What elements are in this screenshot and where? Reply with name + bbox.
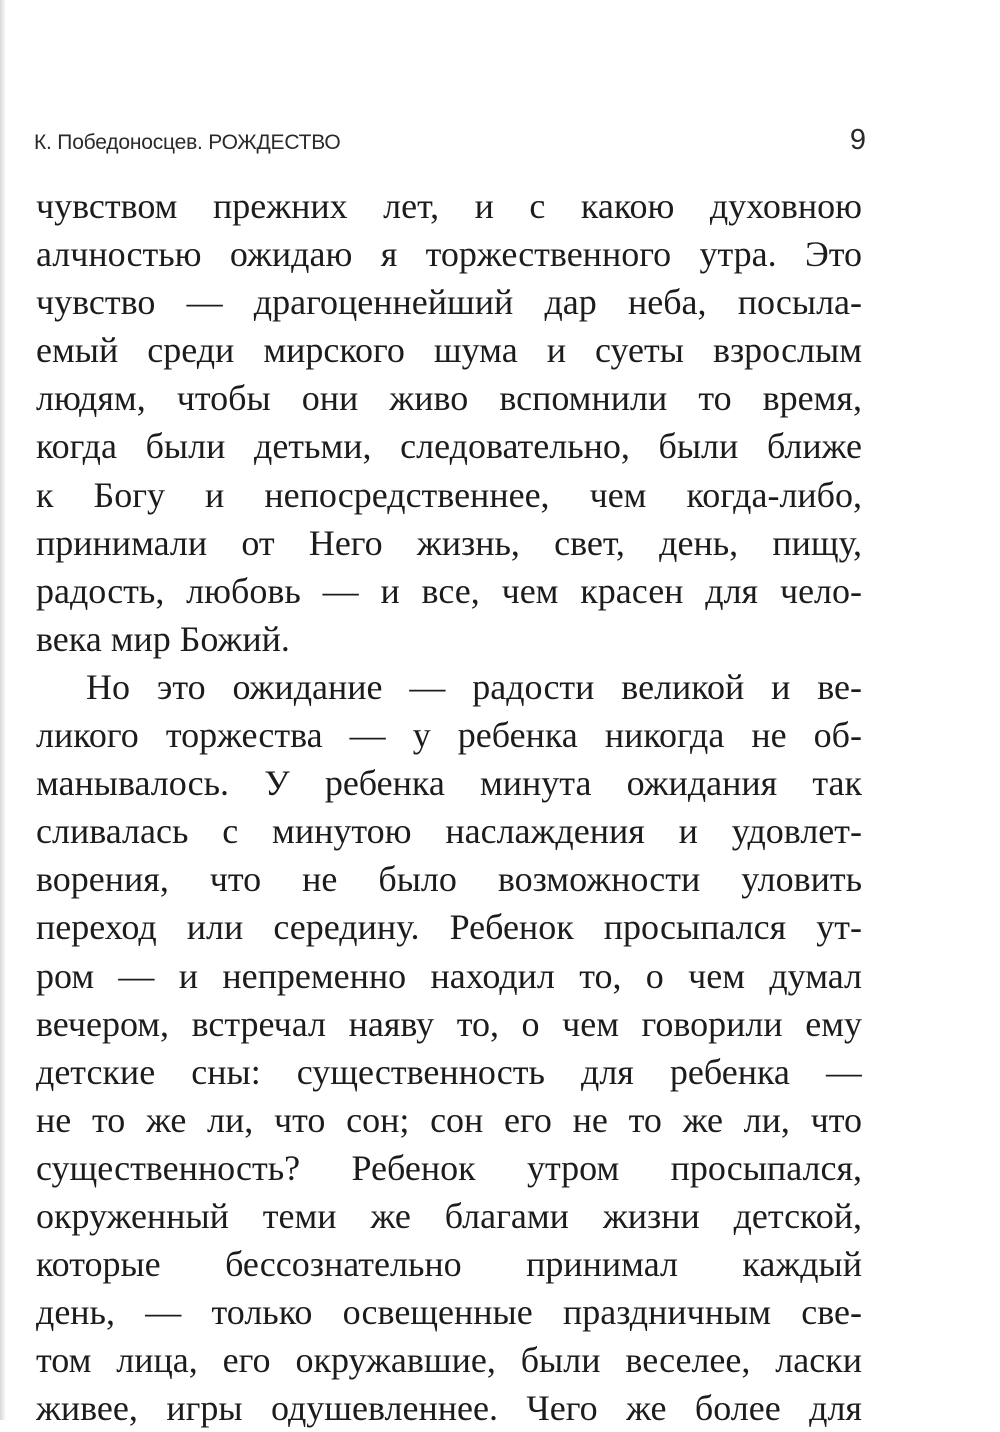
text-line: когда были детьми, следовательно, были ближе xyxy=(36,426,862,467)
text-line: чувство — драгоценнейший дар неба, посыла- xyxy=(36,282,862,323)
text-line: том лица, его окружавшие, были веселее, ласки xyxy=(36,1340,862,1381)
text-line: детские сны: существенность для ребенка — xyxy=(36,1051,862,1092)
paragraph-first-line: Но это ожидание — радости великой и ве- xyxy=(86,666,862,707)
text-line: манывалось. У ребенка минута ожидания так xyxy=(36,763,862,804)
text-line: к Богу и непосредственнее, чем когда-либо, xyxy=(36,474,862,515)
text-line: сливалась с минутою наслаждения и удовлет- xyxy=(36,811,862,852)
text-line: алчностью ожидаю я торжественного утра. Это xyxy=(36,234,862,275)
text-line: радость, любовь — и все, чем красен для чело- xyxy=(36,570,862,611)
text-line: не то же ли, что сон; сон его не то же ли, что xyxy=(36,1099,862,1140)
text-line: день, — только освещенные праздничным све- xyxy=(36,1292,862,1333)
text-line: живее, игры одушевленнее. Чего же более для xyxy=(36,1388,862,1429)
scan-edge-shadow xyxy=(0,0,6,1420)
text-line: окруженный теми же благами жизни детской, xyxy=(36,1195,862,1236)
text-line: века мир Божий. xyxy=(36,618,290,659)
text-line: вечером, встречал наяву то, о чем говорили ему xyxy=(36,1003,862,1044)
text-line: людям, чтобы они живо вспомнили то время, xyxy=(36,378,862,419)
running-head: К. Победоносцев. РОЖДЕСТВО xyxy=(34,131,341,154)
text-line: ликого торжества — у ребенка никогда не об- xyxy=(36,715,862,756)
text-line: емый среди мирского шума и суеты взрослым xyxy=(36,330,862,371)
text-line: ром — и непременно находил то, о чем думал xyxy=(36,955,862,996)
text-line: чувством прежних лет, и с какою духовною xyxy=(36,186,862,226)
page-number: 9 xyxy=(849,124,866,156)
text-line: существенность? Ребенок утром просыпался, xyxy=(36,1147,862,1188)
body-text xyxy=(36,182,862,1432)
text-line: переход или середину. Ребенок просыпался ут- xyxy=(36,907,862,948)
text-line: которые бессознательно принимал каждый xyxy=(36,1244,862,1285)
text-line: принимали от Него жизнь, свет, день, пищу, xyxy=(36,522,862,563)
text-line: ворения, что не было возможности уловить xyxy=(36,859,862,900)
